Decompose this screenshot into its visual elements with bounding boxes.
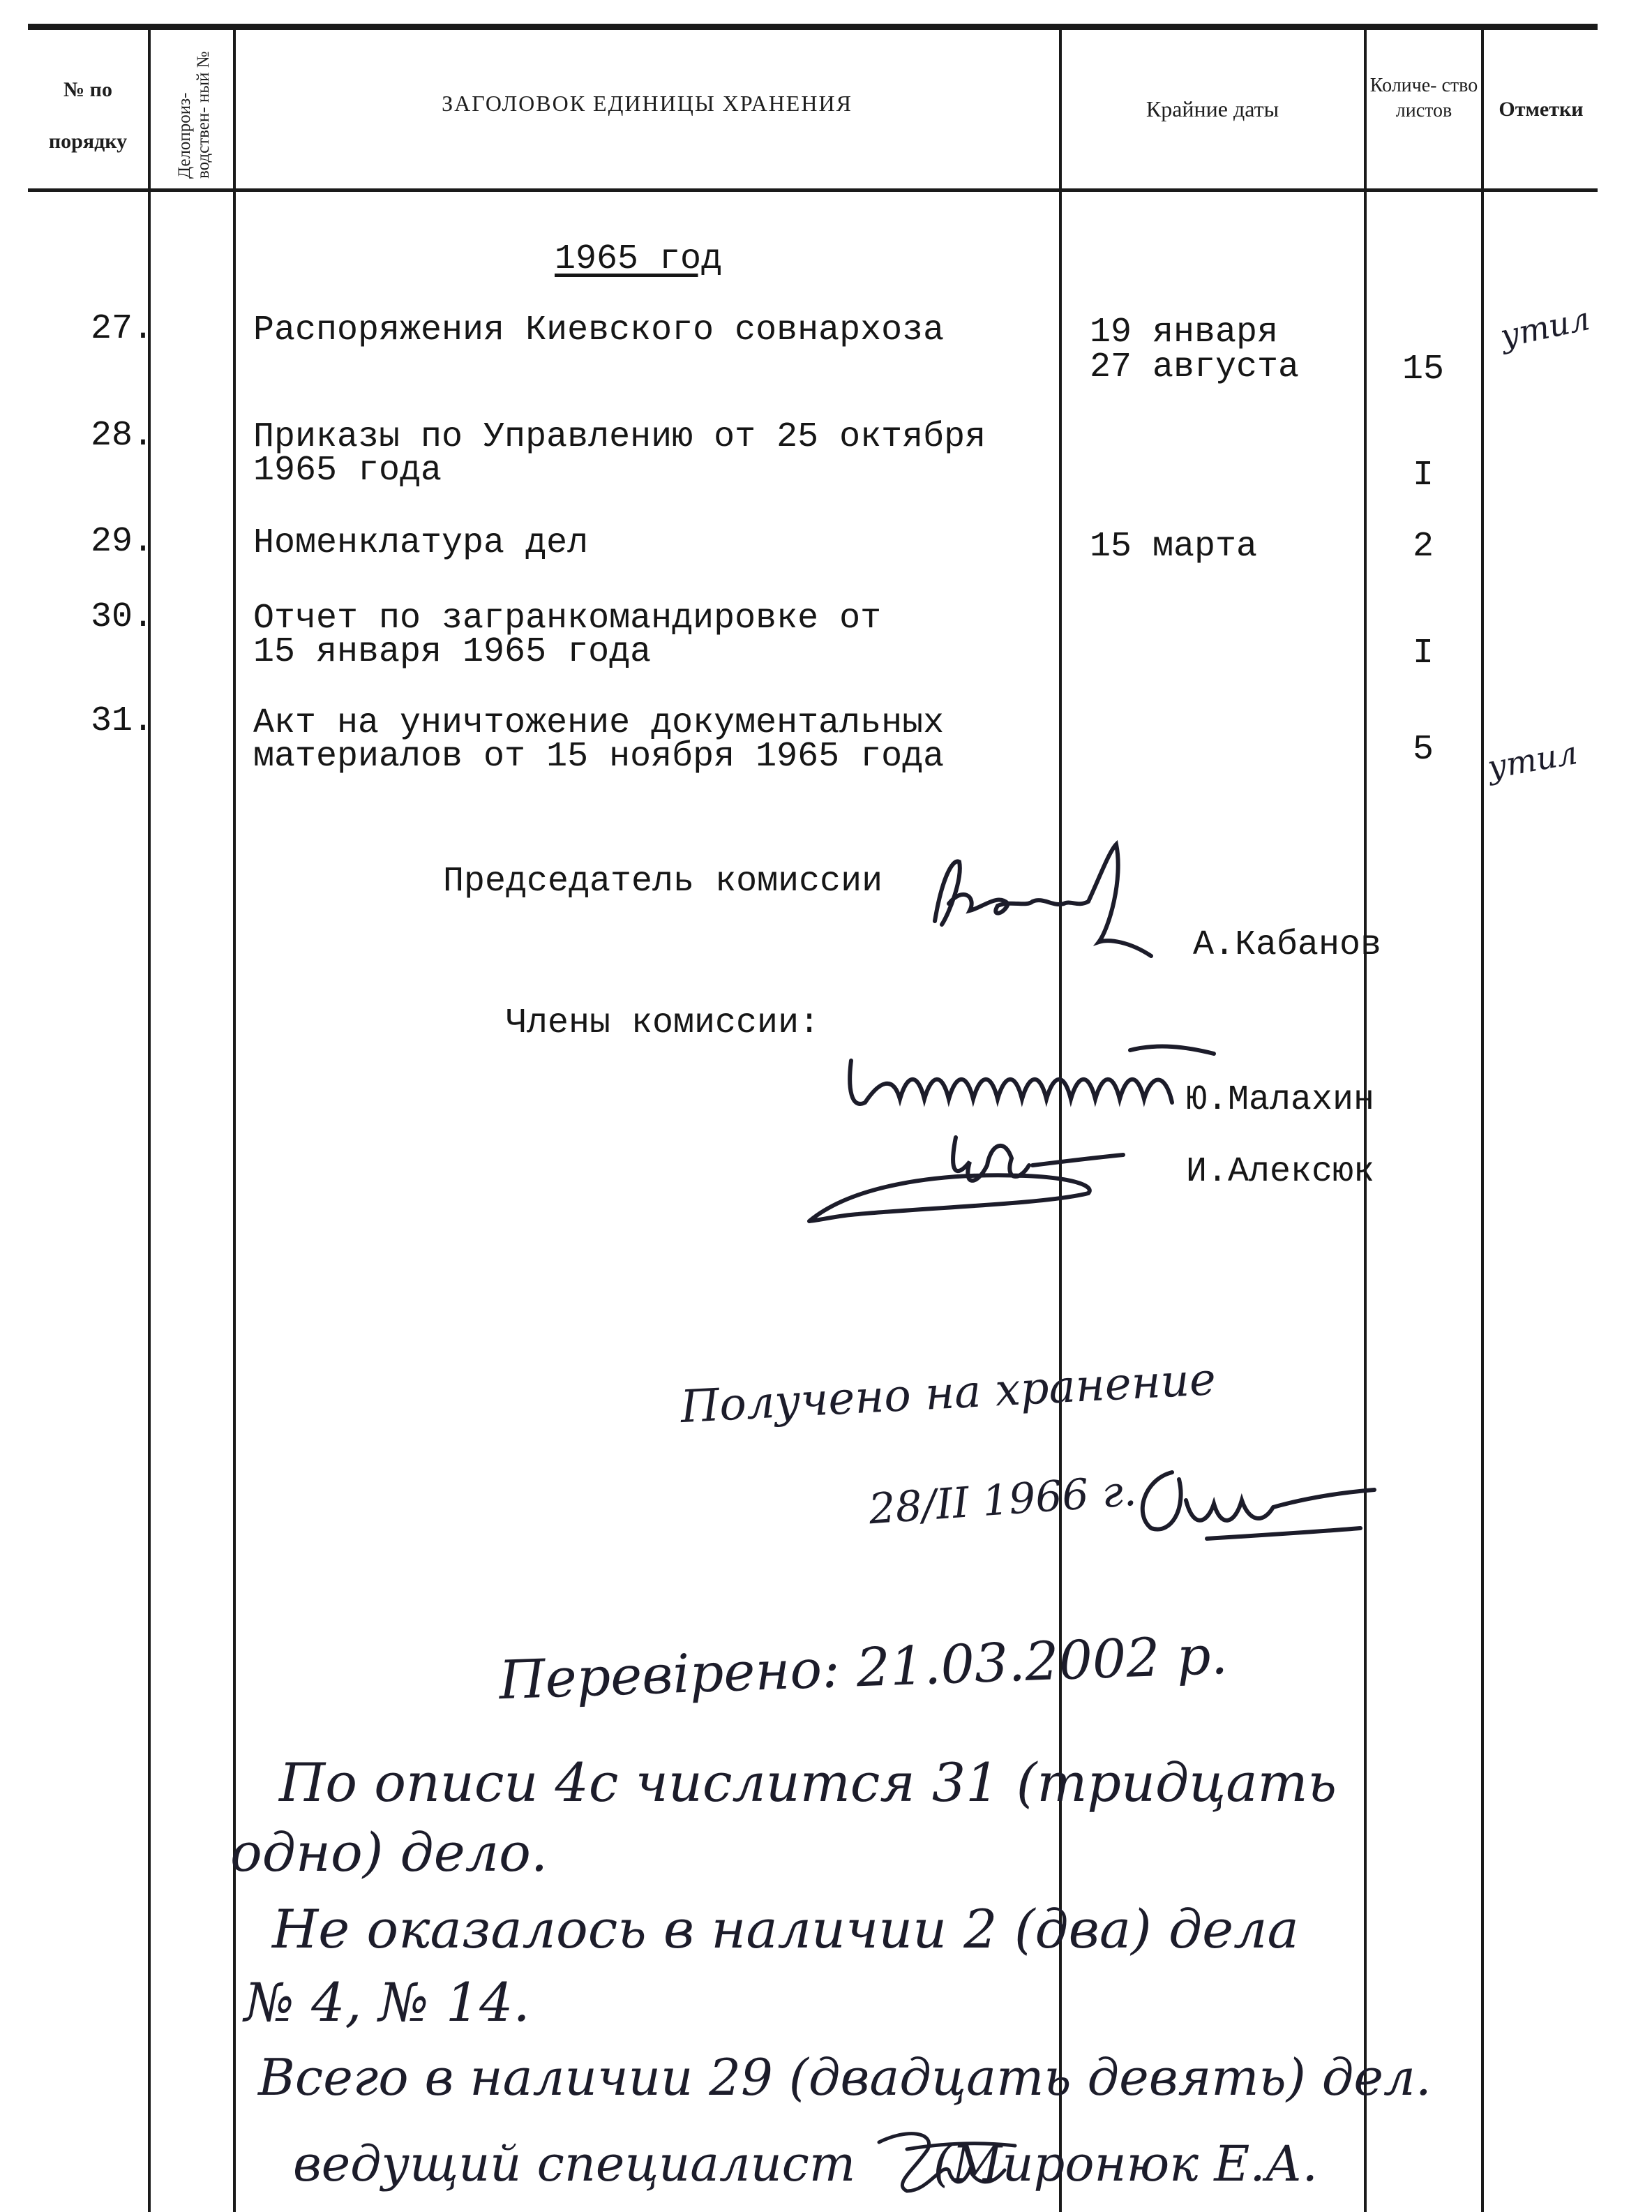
header-office-number-label: Делопроиз- водствен- ный № bbox=[175, 51, 213, 179]
row-title: Акт на уничтожение документальных bbox=[253, 703, 945, 743]
header-office-number bbox=[153, 29, 235, 181]
row-title: Приказы по Управлению от 25 октября bbox=[253, 417, 986, 457]
row-title: Распоряжения Киевского совнархоза bbox=[253, 311, 945, 350]
member-2-signature bbox=[795, 1123, 1186, 1235]
inventory-note-line1: По описи 4с числится 31 (тридцать bbox=[279, 1751, 1337, 1814]
member-2-name: И.Алексюк bbox=[1186, 1152, 1375, 1192]
column-divider-5 bbox=[1481, 29, 1484, 2212]
row-title-line2: 15 января 1965 года bbox=[253, 632, 652, 672]
column-divider-1 bbox=[148, 29, 151, 2212]
members-label: Члены комиссии: bbox=[506, 1003, 820, 1043]
received-note-line1: Получено на хранение bbox=[679, 1353, 1217, 1434]
inventory-note-line2: одно) дело. bbox=[230, 1821, 548, 1883]
received-signature bbox=[1123, 1458, 1388, 1549]
row-number: 28. bbox=[90, 416, 153, 456]
header-title bbox=[237, 91, 1057, 117]
top-border bbox=[28, 24, 1598, 30]
row-title: Отчет по загранкомандировке от bbox=[253, 599, 882, 638]
row-sheets: 15 bbox=[1402, 350, 1444, 389]
inventory-note-line3: Не оказалось в наличии 2 (два) дела bbox=[272, 1898, 1299, 1960]
header-dates-label: Крайние даты bbox=[1146, 96, 1279, 121]
chair-name: А.Кабанов bbox=[1193, 925, 1382, 965]
header-number-label: № по порядку bbox=[48, 78, 128, 153]
row-sheets: I bbox=[1412, 634, 1434, 673]
inventory-note-line4: № 4, № 14. bbox=[244, 1971, 530, 2033]
header-notes bbox=[1485, 98, 1597, 121]
header-sheets bbox=[1368, 73, 1480, 124]
row-number: 27. bbox=[90, 309, 153, 349]
received-note-line2: 28/II 1966 г. bbox=[867, 1466, 1139, 1534]
row-note: утил bbox=[1496, 299, 1593, 355]
column-divider-4 bbox=[1364, 29, 1367, 2212]
chair-signature bbox=[921, 837, 1172, 963]
header-bottom-border bbox=[28, 188, 1598, 192]
chair-label: Председатель комиссии bbox=[443, 862, 883, 902]
header-title-label: ЗАГОЛОВОК ЕДИНИЦЫ ХРАНЕНИЯ bbox=[442, 91, 853, 116]
row-date-start: 19 января bbox=[1090, 313, 1279, 352]
row-date-start: 15 марта bbox=[1090, 527, 1258, 567]
row-number: 31. bbox=[90, 701, 153, 741]
row-sheets: 5 bbox=[1412, 730, 1434, 770]
header-number bbox=[29, 64, 147, 167]
row-title-line2: 1965 года bbox=[253, 451, 442, 491]
column-divider-2 bbox=[233, 29, 236, 2212]
specialist-signature bbox=[865, 2121, 1026, 2205]
row-sheets: I bbox=[1412, 456, 1434, 495]
inventory-note-line5: Всего в наличии 29 (двадцать девять) дел. bbox=[258, 2048, 1432, 2107]
inventory-note-line6: ведущий специалист (Миронюк Е.А. bbox=[293, 2135, 1318, 2192]
checked-note: Перевірено: 21.03.2002 р. bbox=[497, 1623, 1229, 1712]
year-heading: 1965 год bbox=[555, 239, 723, 279]
header-sheets-label: Количе- ство листов bbox=[1369, 75, 1478, 121]
header-notes-label: Отметки bbox=[1499, 98, 1584, 121]
row-number: 30. bbox=[90, 597, 153, 637]
row-sheets: 2 bbox=[1412, 527, 1434, 567]
row-note: утил bbox=[1485, 733, 1580, 786]
row-title-line2: материалов от 15 ноября 1965 года bbox=[253, 737, 945, 777]
member-1-name: Ю.Малахин bbox=[1186, 1080, 1375, 1120]
header-dates bbox=[1063, 96, 1362, 122]
row-date-end: 27 августа bbox=[1090, 348, 1300, 387]
row-title: Номенклатура дел bbox=[253, 523, 589, 563]
row-number: 29. bbox=[90, 522, 153, 562]
